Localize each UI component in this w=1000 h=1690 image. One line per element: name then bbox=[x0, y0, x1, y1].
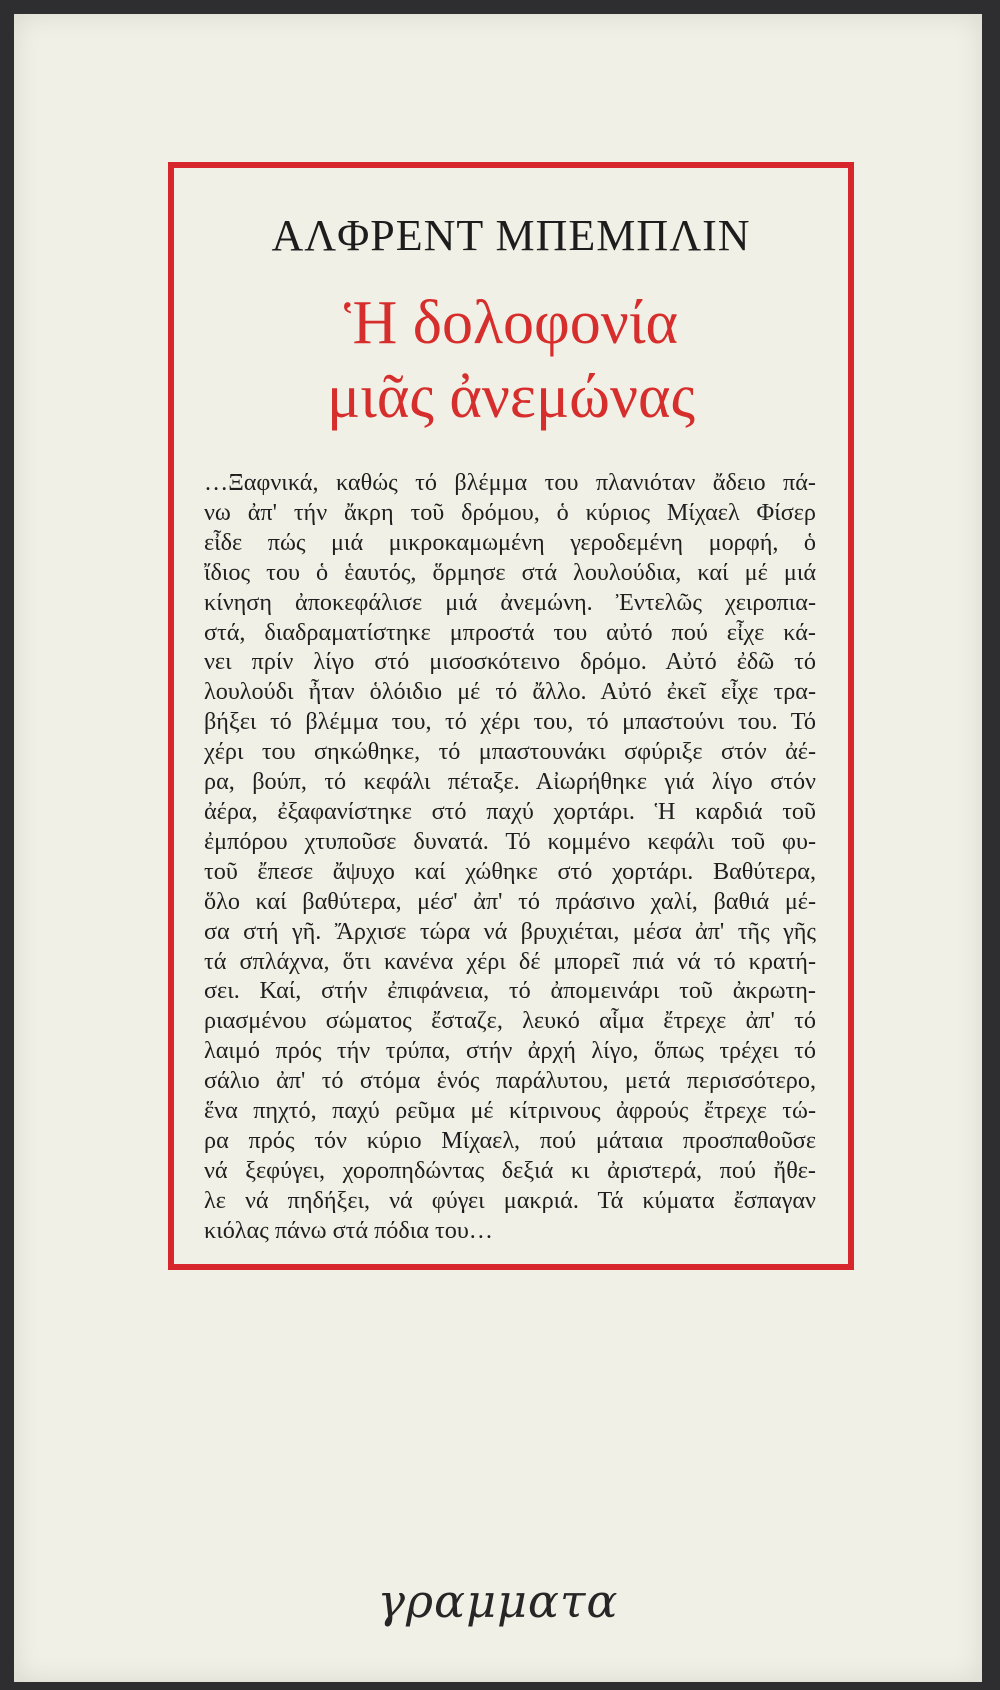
excerpt-line: ἀέρα, ἐξαφανίστηκε στό παχύ χορτάρι. Ἡ καρδιά τοῦ bbox=[204, 797, 816, 825]
excerpt-text bbox=[204, 468, 816, 1246]
excerpt-line: σα στή γῆ. Ἄρχισε τώρα νά βρυχιέται, μέσα ἀπ' τῆς γῆς bbox=[204, 917, 816, 945]
book-back-cover bbox=[14, 14, 982, 1682]
excerpt-line: νει πρίν λίγο στό μισοσκότεινο δρόμο. Αὐτό ἐδῶ τό bbox=[204, 648, 816, 676]
book-title bbox=[174, 286, 848, 434]
excerpt-line: ὅλο καί βαθύτερα, μέσ' ἀπ' τό πράσινο χαλί, βαθιά μέ- bbox=[204, 887, 816, 915]
excerpt-line: στά, διαδραματίστηκε μπροστά του αὐτό πού εἶχε κά- bbox=[204, 618, 816, 646]
excerpt-line: χέρι του σηκώθηκε, τό μπαστουνάκι σφύριξε στόν ἀέ- bbox=[204, 738, 816, 766]
excerpt-line: ἐμπόρου χτυποῦσε δυνατά. Τό κομμένο κεφάλι τοῦ φυ- bbox=[204, 827, 816, 855]
excerpt-line: τοῦ ἔπεσε ἄψυχο καί χώθηκε στό χορτάρι. Βαθύτερα, bbox=[204, 857, 816, 885]
excerpt-line: ρα, βούπ, τό κεφάλι πέταξε. Αἰωρήθηκε γιά λίγο στόν bbox=[204, 768, 816, 796]
excerpt-line: κιόλας πάνω στά πόδια του… bbox=[204, 1216, 493, 1244]
excerpt-line: τά σπλάχνα, ὅτι κανένα χέρι δέ μπορεῖ πιά νά τό κρατή- bbox=[204, 947, 816, 975]
excerpt-line: νω ἀπ' τήν ἄκρη τοῦ δρόμου, ὁ κύριος Μίχαελ Φίσερ bbox=[204, 498, 816, 526]
excerpt-line: ἴδιος του ὁ ἑαυτός, ὅρμησε στά λουλούδια, καί μέ μιά bbox=[204, 558, 816, 586]
excerpt-line: λαιμό πρός τήν τρύπα, στήν ἀρχή λίγο, ὅπως τρέχει τό bbox=[204, 1037, 816, 1065]
excerpt-line: λε νά πηδήξει, νά φύγει μακριά. Τά κύματα ἔσπαγαν bbox=[204, 1186, 816, 1214]
excerpt-line: βήξει τό βλέμμα του, τό χέρι του, τό μπαστούνι του. Τό bbox=[204, 708, 816, 736]
author-name: ΑΛΦΡΕΝΤ ΜΠΕΜΠΛΙΝ bbox=[271, 211, 751, 260]
title-line-2: μιᾶς ἀνεμώνας bbox=[326, 363, 696, 431]
excerpt-line: λουλούδι ἦταν ὁλόιδιο μέ τό ἄλλο. Αὐτό ἐκεῖ εἶχε τρα- bbox=[204, 678, 816, 706]
excerpt-line: ἕνα πηχτό, παχύ ρεῦμα μέ κίτρινους ἀφρούς ἔτρεχε τώ- bbox=[204, 1097, 816, 1125]
excerpt-line: ρα πρός τόν κύριο Μίχαελ, πού μάταια προσπαθοῦσε bbox=[204, 1126, 816, 1154]
excerpt-line: κίνηση ἀποκεφάλισε μιά ἀνεμώνη. Ἐντελῶς χειροπια- bbox=[204, 588, 816, 616]
excerpt-line: νά ξεφύγει, χοροπηδώντας δεξιά κι ἀριστερά, πού ἤθε- bbox=[204, 1156, 816, 1184]
title-line-1: Ἡ δολοφονία bbox=[343, 289, 679, 357]
red-frame bbox=[168, 162, 854, 1270]
publisher-logo: γραμματα bbox=[377, 1574, 619, 1628]
excerpt-line: σάλιο ἀπ' τό στόμα ἑνός παράλυτου, μετά περισσότερο, bbox=[204, 1067, 816, 1095]
excerpt-line: ριασμένου σώματος ἔσταζε, λευκό αἷμα ἔτρεχε ἀπ' τό bbox=[204, 1007, 816, 1035]
excerpt-line: σει. Καί, στήν ἐπιφάνεια, τό ἀπομεινάρι τοῦ ἀκρωτη- bbox=[204, 977, 816, 1005]
excerpt-line: εἶδε πώς μιά μικροκαμωμένη γεροδεμένη μορφή, ὁ bbox=[204, 528, 816, 556]
excerpt-line: …Ξαφνικά, καθώς τό βλέμμα του πλανιόταν ἄδειο πά- bbox=[204, 469, 816, 496]
